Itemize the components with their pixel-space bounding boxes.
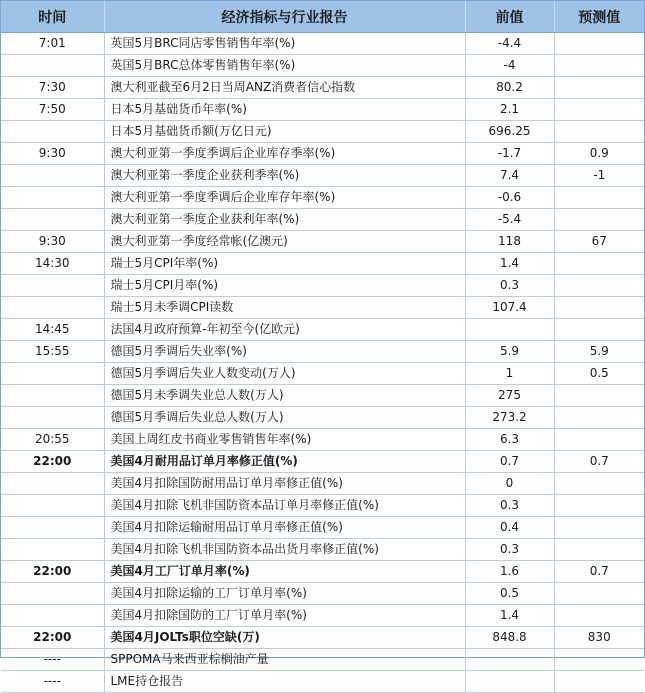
forecast-cell — [554, 275, 644, 297]
time-cell: ---- — [1, 671, 104, 693]
time-cell — [1, 275, 104, 297]
forecast-cell — [554, 385, 644, 407]
indicator-cell: 德国5月季调后失业总人数(万人) — [104, 407, 465, 429]
table-row — [1, 297, 644, 319]
forecast-cell — [554, 99, 644, 121]
previous-cell: 0 — [465, 473, 554, 495]
forecast-cell — [554, 209, 644, 231]
time-cell: 22:00 — [1, 561, 104, 583]
previous-cell: -5.4 — [465, 209, 554, 231]
header-previous: 前值 — [465, 1, 554, 33]
time-cell — [1, 363, 104, 385]
forecast-cell — [554, 297, 644, 319]
time-cell — [1, 473, 104, 495]
time-cell: 14:45 — [1, 319, 104, 341]
forecast-cell — [554, 33, 644, 55]
previous-cell: -4.4 — [465, 33, 554, 55]
time-cell: 9:30 — [1, 143, 104, 165]
previous-cell: -4 — [465, 55, 554, 77]
indicator-cell: 澳大利亚第一季度企业获利季率(%) — [104, 165, 465, 187]
table-row — [1, 561, 644, 583]
time-cell: 15:55 — [1, 341, 104, 363]
previous-cell: -0.6 — [465, 187, 554, 209]
forecast-cell: 5.9 — [554, 341, 644, 363]
previous-cell: 273.2 — [465, 407, 554, 429]
forecast-cell — [554, 517, 644, 539]
header-indicator: 经济指标与行业报告 — [104, 1, 465, 33]
time-cell: 7:50 — [1, 99, 104, 121]
indicator-cell: 美国4月扣除运输的工厂订单月率(%) — [104, 583, 465, 605]
forecast-cell — [554, 319, 644, 341]
previous-cell: 0.3 — [465, 495, 554, 517]
previous-cell: 275 — [465, 385, 554, 407]
table-row — [1, 253, 644, 275]
time-cell — [1, 55, 104, 77]
forecast-cell — [554, 55, 644, 77]
forecast-cell: 830 — [554, 627, 644, 649]
previous-cell: 0.5 — [465, 583, 554, 605]
time-cell: 20:55 — [1, 429, 104, 451]
indicator-cell: 澳大利亚第一季度经常帐(亿澳元) — [104, 231, 465, 253]
indicator-cell: 德国5月季调后失业人数变动(万人) — [104, 363, 465, 385]
forecast-cell — [554, 77, 644, 99]
indicator-cell: 日本5月基础货币额(万亿日元) — [104, 121, 465, 143]
forecast-cell — [554, 187, 644, 209]
indicator-cell: 日本5月基础货币年率(%) — [104, 99, 465, 121]
forecast-cell — [554, 121, 644, 143]
previous-cell: -1.7 — [465, 143, 554, 165]
time-cell: 7:30 — [1, 77, 104, 99]
table-row — [1, 55, 644, 77]
table-row — [1, 121, 644, 143]
table-row — [1, 517, 644, 539]
indicator-cell: 英国5月BRC总体零售销售年率(%) — [104, 55, 465, 77]
indicator-cell: 美国4月JOLTs职位空缺(万) — [104, 627, 465, 649]
previous-cell: 696.25 — [465, 121, 554, 143]
indicator-cell: 澳大利亚第一季度企业获利年率(%) — [104, 209, 465, 231]
indicator-cell: 瑞士5月CPI月率(%) — [104, 275, 465, 297]
previous-cell: 6.3 — [465, 429, 554, 451]
previous-cell: 2.1 — [465, 99, 554, 121]
table-row — [1, 143, 644, 165]
forecast-cell — [554, 583, 644, 605]
forecast-cell — [554, 429, 644, 451]
time-cell — [1, 495, 104, 517]
table-row — [1, 231, 644, 253]
table-row — [1, 319, 644, 341]
previous-cell: 118 — [465, 231, 554, 253]
forecast-cell: 0.5 — [554, 363, 644, 385]
indicator-cell: 美国4月扣除飞机非国防资本品出货月率修正值(%) — [104, 539, 465, 561]
forecast-cell: 0.7 — [554, 451, 644, 473]
table-row — [1, 165, 644, 187]
table-row — [1, 429, 644, 451]
time-cell — [1, 539, 104, 561]
previous-cell: 848.8 — [465, 627, 554, 649]
indicator-cell: 德国5月未季调失业总人数(万人) — [104, 385, 465, 407]
table-row — [1, 385, 644, 407]
table-body — [1, 33, 644, 693]
previous-cell: 0.4 — [465, 517, 554, 539]
previous-cell — [465, 649, 554, 671]
indicator-cell: 美国4月工厂订单月率(%) — [104, 561, 465, 583]
indicator-cell: 美国4月扣除飞机非国防资本品订单月率修正值(%) — [104, 495, 465, 517]
table-row — [1, 605, 644, 627]
previous-cell: 1 — [465, 363, 554, 385]
time-cell — [1, 297, 104, 319]
table-row — [1, 209, 644, 231]
table-row — [1, 363, 644, 385]
indicator-cell: 美国上周红皮书商业零售销售年率(%) — [104, 429, 465, 451]
table-row — [1, 77, 644, 99]
table-row — [1, 407, 644, 429]
time-cell: 22:00 — [1, 627, 104, 649]
previous-cell: 7.4 — [465, 165, 554, 187]
table-row — [1, 671, 644, 693]
indicator-cell: 美国4月扣除运输耐用品订单月率修正值(%) — [104, 517, 465, 539]
previous-cell: 5.9 — [465, 341, 554, 363]
table-row — [1, 649, 644, 671]
table-row — [1, 495, 644, 517]
forecast-cell — [554, 407, 644, 429]
economic-calendar-table — [1, 1, 644, 693]
indicator-cell: 瑞士5月未季调CPI读数 — [104, 297, 465, 319]
time-cell — [1, 385, 104, 407]
previous-cell: 80.2 — [465, 77, 554, 99]
time-cell — [1, 407, 104, 429]
previous-cell: 107.4 — [465, 297, 554, 319]
forecast-cell — [554, 473, 644, 495]
table-row — [1, 187, 644, 209]
forecast-cell — [554, 253, 644, 275]
table-row — [1, 451, 644, 473]
forecast-cell: 67 — [554, 231, 644, 253]
table-row — [1, 275, 644, 297]
indicator-cell: 澳大利亚第一季度季调后企业库存年率(%) — [104, 187, 465, 209]
previous-cell — [465, 319, 554, 341]
previous-cell: 1.4 — [465, 605, 554, 627]
forecast-cell — [554, 649, 644, 671]
time-cell — [1, 165, 104, 187]
indicator-cell: 美国4月扣除国防的工厂订单月率(%) — [104, 605, 465, 627]
indicator-cell: 法国4月政府预算-年初至今(亿欧元) — [104, 319, 465, 341]
previous-cell: 0.3 — [465, 275, 554, 297]
time-cell: 14:30 — [1, 253, 104, 275]
forecast-cell — [554, 495, 644, 517]
table-row — [1, 583, 644, 605]
previous-cell: 1.6 — [465, 561, 554, 583]
previous-cell: 1.4 — [465, 253, 554, 275]
indicator-cell: 瑞士5月CPI年率(%) — [104, 253, 465, 275]
forecast-cell: 0.9 — [554, 143, 644, 165]
table-row — [1, 341, 644, 363]
indicator-cell: SPPOMA马来西亚棕榈油产量 — [104, 649, 465, 671]
previous-cell: 0.7 — [465, 451, 554, 473]
time-cell: ---- — [1, 649, 104, 671]
time-cell — [1, 583, 104, 605]
indicator-cell: 澳大利亚第一季度季调后企业库存季率(%) — [104, 143, 465, 165]
indicator-cell: 美国4月耐用品订单月率修正值(%) — [104, 451, 465, 473]
forecast-cell — [554, 605, 644, 627]
indicator-cell: 美国4月扣除国防耐用品订单月率修正值(%) — [104, 473, 465, 495]
time-cell: 7:01 — [1, 33, 104, 55]
time-cell: 22:00 — [1, 451, 104, 473]
time-cell — [1, 605, 104, 627]
time-cell — [1, 209, 104, 231]
table-row — [1, 33, 644, 55]
forecast-cell — [554, 671, 644, 693]
forecast-cell — [554, 539, 644, 561]
forecast-cell: 0.7 — [554, 561, 644, 583]
previous-cell: 0.3 — [465, 539, 554, 561]
indicator-cell: 澳大利亚截至6月2日当周ANZ消费者信心指数 — [104, 77, 465, 99]
time-cell — [1, 517, 104, 539]
time-cell — [1, 121, 104, 143]
header-time: 时间 — [1, 1, 104, 33]
time-cell — [1, 187, 104, 209]
table-row — [1, 99, 644, 121]
table-row — [1, 473, 644, 495]
time-cell: 9:30 — [1, 231, 104, 253]
indicator-cell: 英国5月BRC同店零售销售年率(%) — [104, 33, 465, 55]
indicator-cell: 德国5月季调后失业率(%) — [104, 341, 465, 363]
header-row — [1, 1, 644, 33]
forecast-cell: -1 — [554, 165, 644, 187]
indicator-cell: LME持仓报告 — [104, 671, 465, 693]
table-row — [1, 627, 644, 649]
header-forecast: 预测值 — [554, 1, 644, 33]
previous-cell — [465, 671, 554, 693]
table-row — [1, 539, 644, 561]
